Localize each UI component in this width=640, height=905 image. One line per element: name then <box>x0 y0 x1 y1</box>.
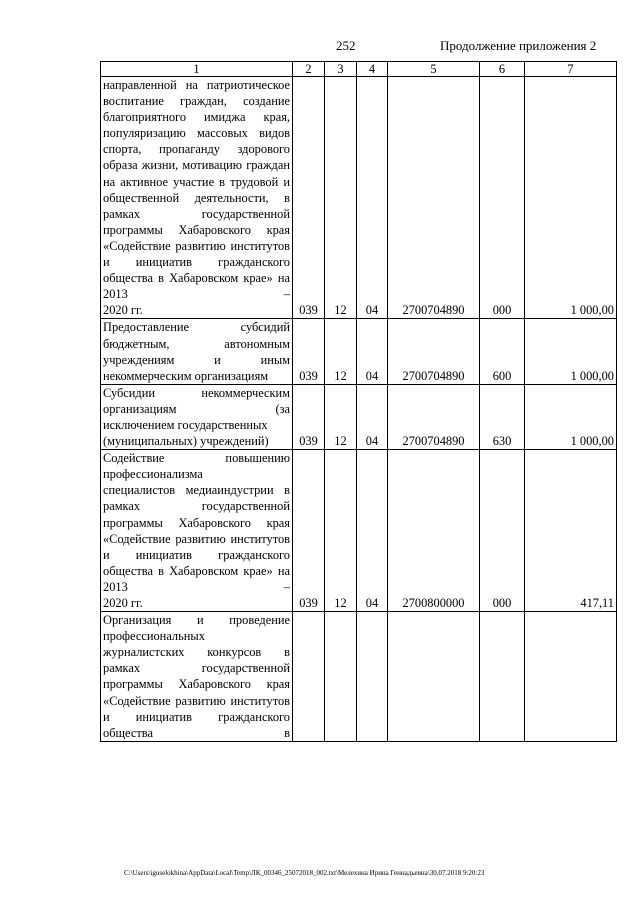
cell-target-article: 2700704890 <box>388 319 480 384</box>
cell-section <box>325 612 357 742</box>
cell-section: 12 <box>325 77 357 319</box>
row-name-text: Предоставление субсидий бюджетным, автономным учреждениям и иным <box>103 320 290 367</box>
row-name-last-line: исключением государственных (муниципальных) учреждений) <box>103 417 269 449</box>
cell-expense-type: 600 <box>480 319 525 384</box>
row-name <box>101 384 293 449</box>
cell-subsection: 04 <box>357 319 388 384</box>
cell-target-article: 2700800000 <box>388 450 480 612</box>
column-header: 4 <box>357 62 388 77</box>
column-header: 7 <box>525 62 617 77</box>
table-row <box>101 384 617 449</box>
cell-amount: 1 000,00 <box>525 77 617 319</box>
cell-admin-code <box>293 612 325 742</box>
row-name-last-line: некоммерческим организациям <box>103 368 269 383</box>
row-name <box>101 450 293 612</box>
row-name-text: Субсидии некоммерческим организациям (за <box>103 385 290 416</box>
table-row <box>101 77 617 319</box>
row-name-last-line: 2020 гг. <box>103 303 143 318</box>
column-header-row <box>101 62 617 77</box>
table-row <box>101 612 617 742</box>
cell-expense-type: 630 <box>480 384 525 449</box>
table-row <box>101 319 617 384</box>
cell-admin-code: 039 <box>293 319 325 384</box>
cell-subsection <box>357 612 388 742</box>
row-name-text: Содействие повышению <box>103 451 290 466</box>
cell-amount: 1 000,00 <box>525 319 617 384</box>
column-header: 1 <box>101 62 293 77</box>
file-path-footer: C:\Users\iguselokhina\AppData\Local\Temp\ЛК_00346_25072018_002.txt\Мелехина Ирина Геннадьевна\30.07.2018 9:20:23 <box>124 869 485 877</box>
row-name-last-line: 2020 гг. <box>103 596 143 610</box>
cell-section: 12 <box>325 450 357 612</box>
cell-admin-code: 039 <box>293 77 325 319</box>
column-header: 6 <box>480 62 525 77</box>
row-name <box>101 77 293 319</box>
row-name-mid-line: профессиональных <box>103 629 205 644</box>
cell-amount: 417,11 <box>525 450 617 612</box>
cell-subsection: 04 <box>357 384 388 449</box>
page-number: 252 <box>336 38 356 53</box>
cell-expense-type: 000 <box>480 450 525 612</box>
cell-subsection: 04 <box>357 77 388 319</box>
cell-admin-code: 039 <box>293 450 325 612</box>
cell-section: 12 <box>325 319 357 384</box>
row-name-text-2: журналистских конкурсов в рамках государственной программы Хабаровского края «Содействие развитию институтов и инициатив гражданского общества в <box>103 645 290 740</box>
cell-expense-type <box>480 612 525 742</box>
cell-admin-code: 039 <box>293 384 325 449</box>
cell-target-article: 2700704890 <box>388 77 480 319</box>
column-header: 2 <box>293 62 325 77</box>
row-name <box>101 319 293 384</box>
row-name-text: Организация и проведение <box>103 613 290 628</box>
continuation-title: Продолжение приложения 2 <box>440 38 597 53</box>
column-header: 5 <box>388 62 480 77</box>
cell-amount: 1 000,00 <box>525 384 617 449</box>
cell-target-article: 2700704890 <box>388 384 480 449</box>
row-name <box>101 612 293 742</box>
budget-table <box>100 61 617 742</box>
column-header: 3 <box>325 62 357 77</box>
row-name-text: направленной на патриотическое воспитание граждан, создание благоприятного имиджа края, популяризацию массовых видов спорта, пропаганду здорового образа жизни, мотивацию граждан на активное участие в трудовой и общественной деятельности, в рамках государственной программы Хабаровского края «Содействие развитию институтов и инициатив гражданского общества в Хабаровском крае» на 2013 – <box>103 78 290 302</box>
cell-section: 12 <box>325 384 357 449</box>
row-name-text-2: специалистов медиаиндустрии в рамках государственной программы Хабаровского края «Содействие развитию институтов и инициатив гражданского общества в Хабаровском крае» на 2013 – <box>103 483 290 594</box>
table-row <box>101 450 617 612</box>
cell-amount <box>525 612 617 742</box>
cell-target-article <box>388 612 480 742</box>
cell-subsection: 04 <box>357 450 388 612</box>
row-name-mid-line: профессионализма <box>103 467 203 482</box>
cell-expense-type: 000 <box>480 77 525 319</box>
